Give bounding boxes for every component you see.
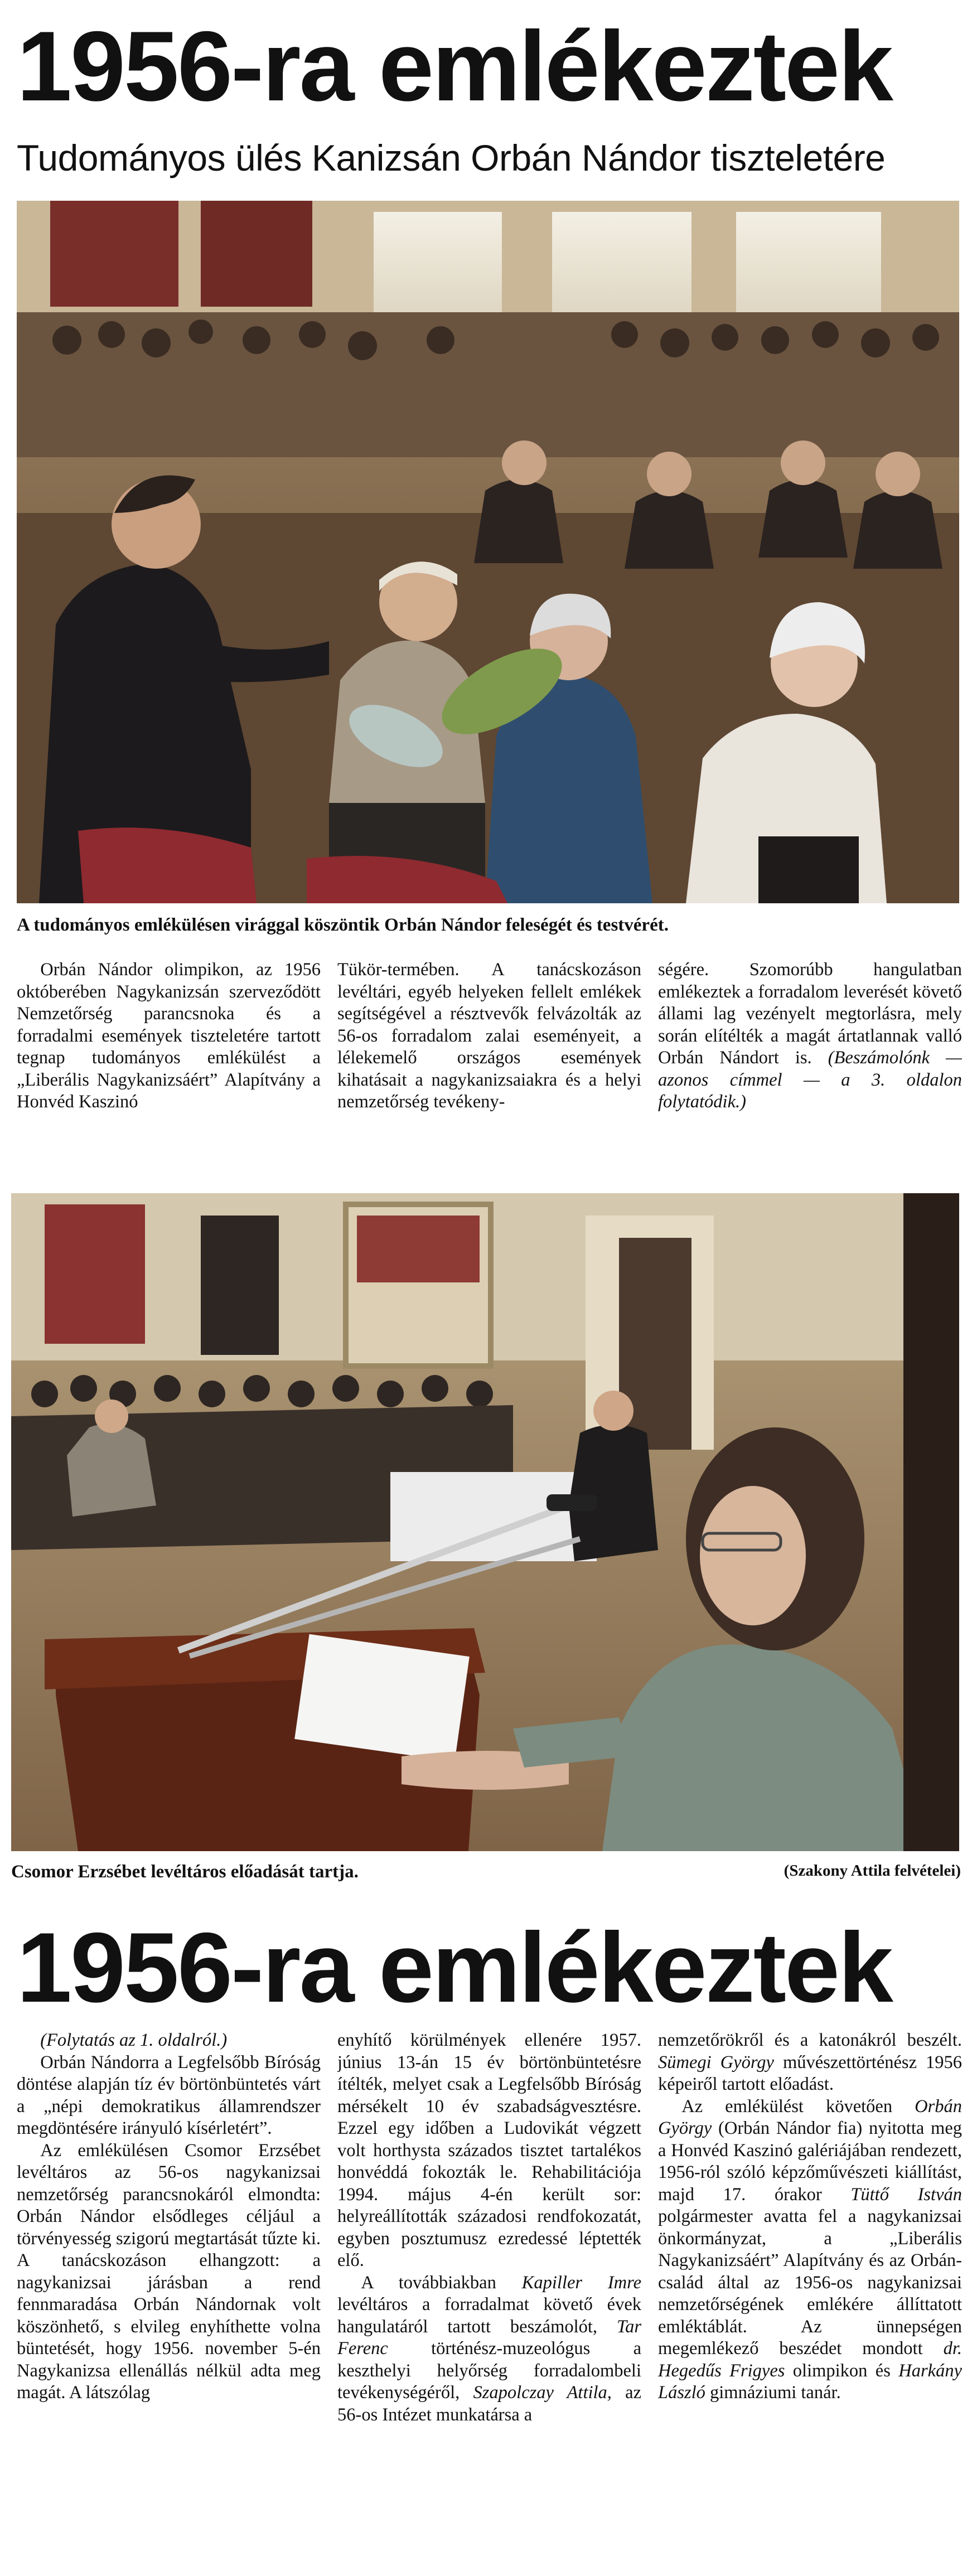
continuation-note: (Folytatás az 1. oldalról.) <box>40 2030 228 2050</box>
text-span: polgármester avatta fel a nagykanizsai önkormányzat, a „Liberális Nagykanizsáért” Alapítvány és az Orbán-család által az 1956-os nagykanizsai nemzetőrségének emlékére állíttatott emléktáblát. Az ünnepségen megemlékező beszédet mondott <box>658 2206 962 2359</box>
page3-col2-p2 <box>337 2272 641 2427</box>
photo2-caption: Csomor Erzsébet levéltáros előadását tartja. <box>11 1862 359 1882</box>
page3-col3-p1 <box>658 2030 962 2096</box>
page1-col2-text: Tükör-termében. A tanácskozáson levéltári, egyéb helyeken fellelt emlékek segítségével a résztvevők felvázolták az 56-os forradalom zalai eseményeit, a lélekemelő országos események kihatásait a nagykanizsaiakra és a helyi nemzetőrség tevékeny- <box>337 960 641 1112</box>
photo1-caption: A tudományos emlékülésen virággal köszöntik Orbán Nándor feleségét és testvérét. <box>17 915 669 935</box>
ceremony-photo <box>17 201 959 903</box>
page1-column-2 <box>337 959 641 1171</box>
main-headline: 1956-ra emlékeztek <box>17 11 892 122</box>
page1-continuation-note: (Beszámolónk — azonos címmel — a 3. oldalon folytatódik.) <box>658 1048 962 1112</box>
person-name: Sümegi György <box>658 2052 774 2073</box>
page3-column-2 <box>337 2030 641 2568</box>
person-name: Tüttő István <box>850 2184 962 2205</box>
lecture-photo <box>11 1193 959 1851</box>
page1-col3-text: ségére. Szomorúbb hangulatban emlékeztek a forradalom leverését követő állami lag vezényelt megtorlásra, mely során elítélték a magát ártatlannak valló Orbán Nándort is. <box>658 960 962 1068</box>
page3-col1-p1: Orbán Nándorra a Legfelsőbb Bíróság döntése alapján tíz év börtönbüntetés várt a „népi demokratikus államrendszer megdöntésére irányuló kísérletért”. <box>17 2052 321 2138</box>
page3-col1-p2: Az emlékülésen Csomor Erzsébet levéltáros az 56-os nagykanizsai nemzetőrség parancsnokáról elmondta: Orbán Nándor elsődleges céljául a törvényesség szigorú megtartását tűzte ki. A tanácskozáson elhangzott: a nagykanizsai járásban a rend fennmaradása Orbán Nándornak volt köszönhető, s elvileg enyhíthette volna büntetését, hogy 1956. november 5-én Nagykanizsa ellenállás nélkül adta meg magát. A látszólag <box>17 2140 321 2403</box>
text-span: (Orbán Nándor fia) nyitotta meg a Honvéd Kaszinó galériájában rendezett, 1956-ról szóló képzőművészeti kiállítást, majd 17. órakor <box>658 2118 962 2205</box>
text-span: nemzetőrökről és a katonákról beszélt. <box>658 2030 962 2050</box>
page1-col1-text: Orbán Nándor olimpikon, az 1956 októberében Nagykanizsán szerveződött Nemzetőrség parancsnoka és a forradalmi események tiszteletére tartott tegnap tudományos emlékülést a „Liberális Nagykanizsáért” Alapítvány a Honvéd Kaszinó <box>17 960 321 1112</box>
page3-col3-p2 <box>658 2096 962 2404</box>
text-span: A továbbiakban <box>361 2272 496 2293</box>
person-name: Kapiller Imre <box>521 2272 641 2293</box>
person-name: Harkány László <box>658 2360 962 2403</box>
person-name: Orbán György <box>658 2096 962 2138</box>
page1-column-3 <box>658 959 962 1171</box>
text-span: olimpikon és <box>792 2360 891 2381</box>
text-span: levéltáros a forradalmat követő évek hangulatáról tartott beszámolót, <box>337 2294 641 2337</box>
page3-col2-p1: enyhítő körülmények ellenére 1957. június 13-án 15 év börtönbüntetésre ítélték, melyet csak a Legfelsőbb Bíróság mérsékelt 10 év szabadságvesztésre. Ezzel egy időben a Ludovikát végzett volt horthysta százados tisztet tartalékos honvéddá fokozták le. Rehabilitációja 1994. május 4-én került sor: helyreállították századosi rendfokozatát, egyben posztumusz ezredessé léptették elő. <box>337 2030 641 2270</box>
page3-column-3 <box>658 2030 962 2568</box>
person-name: Tar Ferenc <box>337 2316 641 2359</box>
text-span: az 56-os Intézet munkatársa a <box>337 2383 641 2425</box>
continuation-headline: 1956-ra emlékeztek <box>17 1912 892 2023</box>
person-name: Szapolczay Attila, <box>473 2383 612 2403</box>
text-span: történész-muzeológus a keszthelyi helyőrség forradalombeli tevékenységéről, <box>337 2338 641 2403</box>
page3-column-1 <box>17 2030 321 2568</box>
subheadline: Tudományos ülés Kanizsán Orbán Nándor tiszteletére <box>17 137 886 178</box>
text-span: Az emlékülést követően <box>681 2096 893 2117</box>
photo-credit: (Szakony Attila felvételei) <box>784 1862 961 1880</box>
person-name: dr. Hegedűs Frigyes <box>658 2338 962 2381</box>
text-span: gimnáziumi tanár. <box>710 2383 841 2403</box>
page1-column-1 <box>17 959 321 1171</box>
text-span: művészettörténész 1956 képeiről tartott előadást. <box>658 2052 962 2094</box>
